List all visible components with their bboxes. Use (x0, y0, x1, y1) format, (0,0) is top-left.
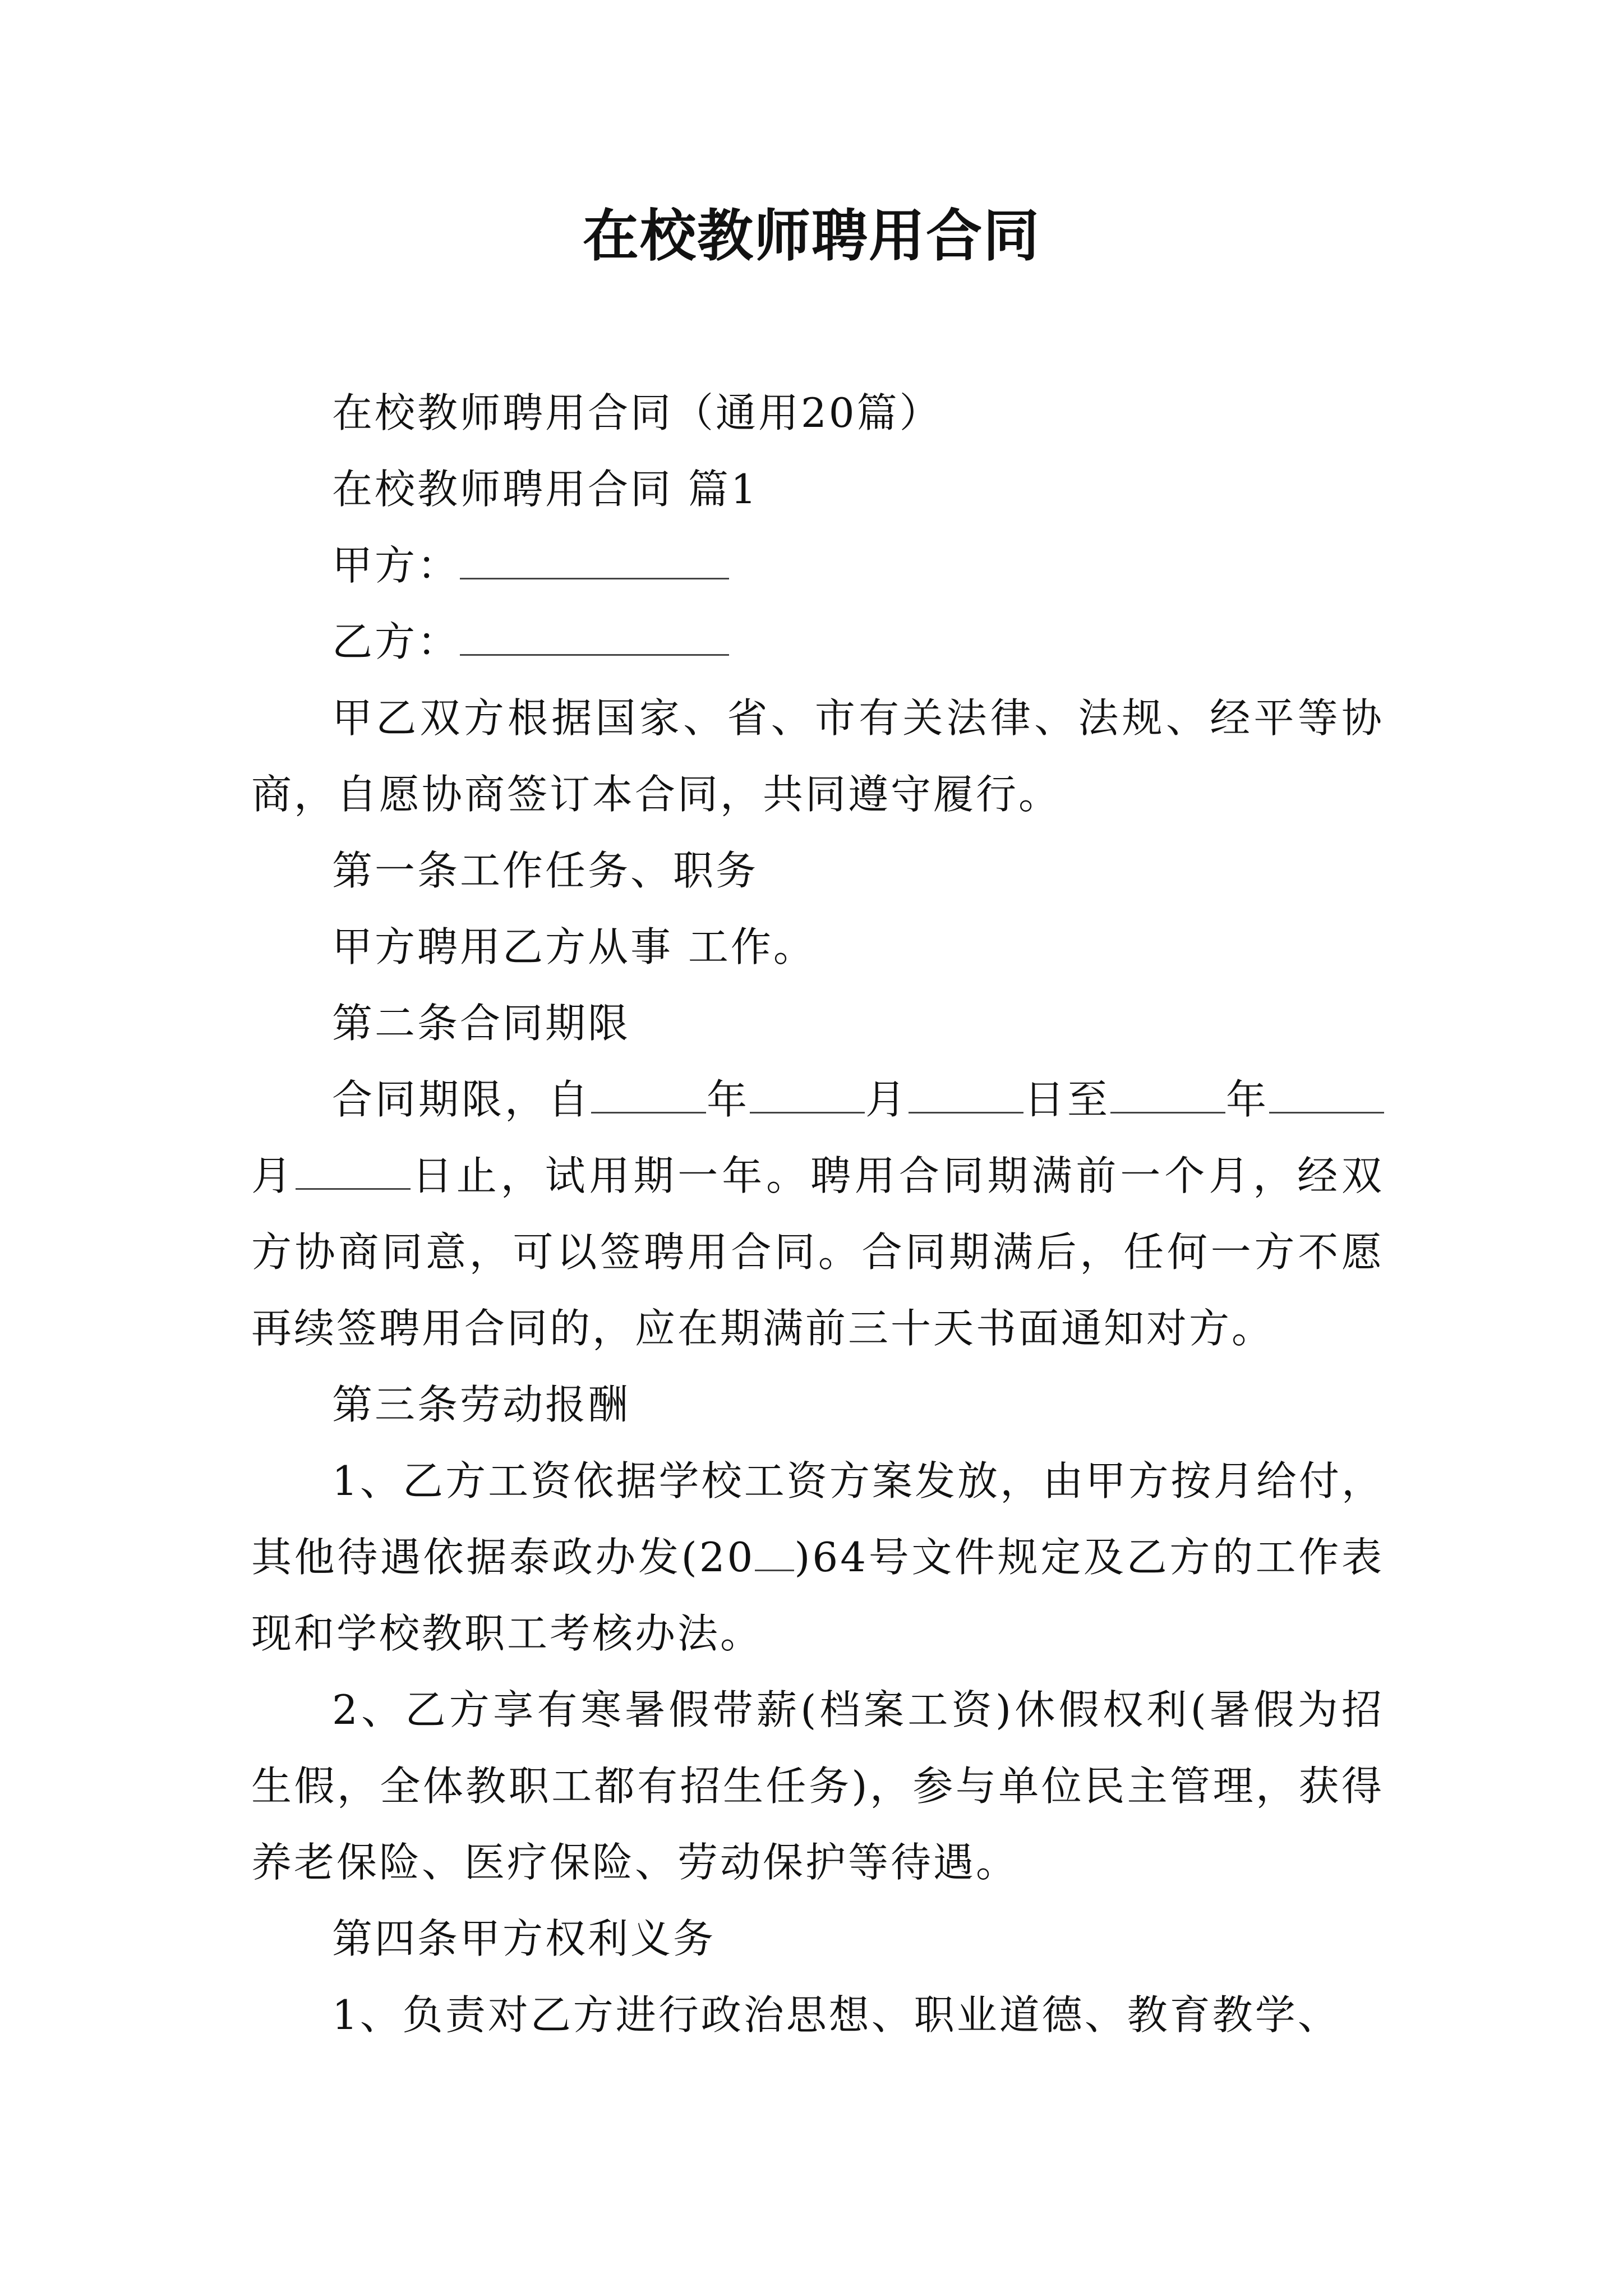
term-text-d: 日至 (1023, 1076, 1110, 1123)
party-a-blank (460, 535, 729, 579)
paragraph-article-1-body: 甲方聘用乙方从事 工作。 (332, 923, 816, 970)
paragraph-chapter-heading: 在校教师聘用合同 篇1 (332, 466, 759, 513)
term-text-a: 合同期限，自 (332, 1076, 591, 1123)
paragraph-party-a (251, 527, 1384, 604)
start-day-blank (909, 1069, 1023, 1114)
paragraph-article-2-body (251, 1061, 1384, 1366)
term-text-e: 年 (1225, 1076, 1269, 1123)
paragraph-article-4-heading: 第四条甲方权利义务 (332, 1915, 716, 1962)
document-title: 在校教师聘用合同 (583, 203, 1040, 269)
paragraph-party-b (251, 604, 1384, 680)
party-b-label: 乙方： (332, 618, 460, 665)
term-text-g: 日止，试用期一年。聘用合同期满前一个月，经双方协商同意，可以签聘用合同。合同期满后，任何一方不愿再续签聘用合同的，应在期满前三十天书面通知对方。 (251, 1152, 1384, 1352)
term-text-f: 月 (251, 1152, 296, 1199)
term-text-b: 年 (706, 1076, 750, 1123)
paragraph-article-4-item-1: 1、负责对乙方进行政治思想、职业道德、教育教学、 (332, 1991, 1340, 2039)
paragraph-article-3-item-1 (251, 1443, 1384, 1672)
start-year-blank (591, 1069, 706, 1114)
term-text-c: 月 (864, 1076, 909, 1123)
start-month-blank (750, 1069, 865, 1114)
document-body (251, 375, 1384, 2053)
paragraph-article-3-heading: 第三条劳动报酬 (332, 1381, 631, 1428)
party-b-blank (460, 611, 729, 656)
pay-text-a: 1、乙方工资依据学校工资方案发放，由甲方按月给付，其他待遇依据泰政办发(20 (251, 1457, 1384, 1581)
end-day-blank (296, 1145, 411, 1190)
paragraph-preamble: 甲乙双方根据国家、省、市有关法律、法规、经平等协商，自愿协商签订本合同，共同遵守履行。 (251, 694, 1384, 818)
paragraph-subtitle: 在校教师聘用合同（通用20篇） (332, 389, 942, 436)
year-suffix-blank (755, 1527, 794, 1571)
paragraph-article-1-heading: 第一条工作任务、职务 (332, 847, 759, 894)
end-month-blank (1269, 1069, 1384, 1114)
pay-text-b: )64号文件规定及乙方的工作表现和学校教职工考核办法。 (251, 1534, 1384, 1657)
paragraph-article-2-heading: 第二条合同期限 (332, 1000, 631, 1047)
party-a-label: 甲方： (332, 542, 460, 589)
paragraph-article-3-item-2: 2、乙方享有寒暑假带薪(档案工资)休假权利(暑假为招生假，全体教职工都有招生任务)，参与单位民主管理，获得养老保险、医疗保险、劳动保护等待遇。 (251, 1686, 1384, 1886)
end-year-blank (1110, 1069, 1225, 1114)
